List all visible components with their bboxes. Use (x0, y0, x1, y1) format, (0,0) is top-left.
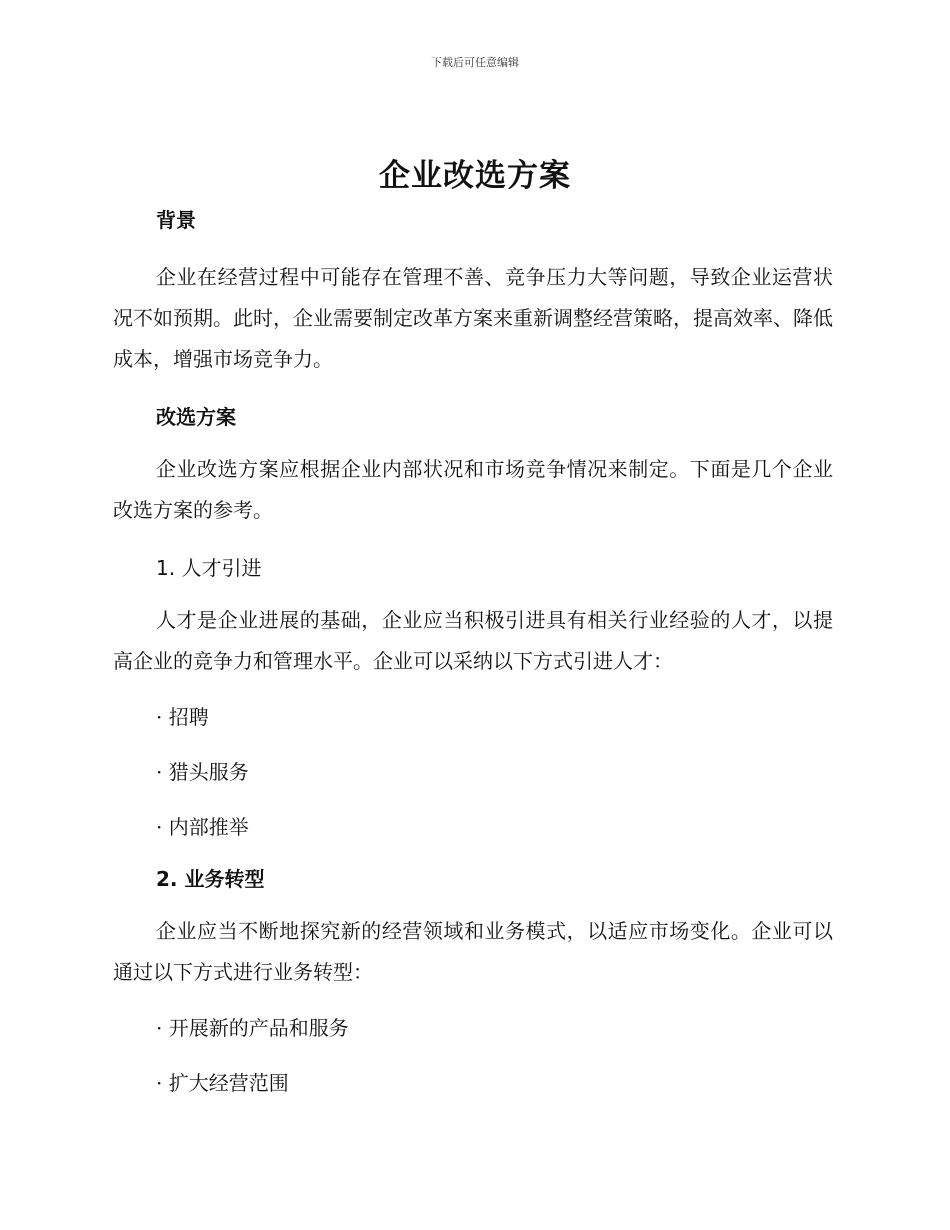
subheading-talent: 1. 人才引进 (156, 556, 262, 580)
plan-paragraph: 企业改选方案应根据企业内部状况和市场竞争情况来制定。下面是几个企业改选方案的参考。 (113, 457, 833, 522)
page-header-note: 下载后可任意编辑 (431, 56, 519, 69)
document-body (113, 196, 833, 1111)
talent-paragraph: 人才是企业进展的基础，企业应当积极引进具有相关行业经验的人才，以提高企业的竞争力和管理水平。企业可以采纳以下方式引进人才： (113, 608, 833, 673)
bullet-item: · 扩大经营范围 (156, 1071, 289, 1095)
bullet-item: · 内部推举 (156, 815, 249, 839)
section-heading-plan: 改选方案 (156, 405, 236, 429)
bullet-item: · 开展新的产品和服务 (156, 1016, 349, 1040)
subheading-transform: 2. 业务转型 (156, 867, 265, 891)
bullet-item: · 招聘 (156, 705, 209, 729)
document-title: 企业改选方案 (379, 158, 571, 194)
background-paragraph: 企业在经营过程中可能存在管理不善、竞争压力大等问题，导致企业运营状况不如预期。此时，企业需要制定改革方案来重新调整经营策略，提高效率、降低成本，增强市场竞争力。 (113, 265, 833, 371)
bullet-item: · 猎头服务 (156, 760, 249, 784)
transform-paragraph: 企业应当不断地探究新的经营领域和业务模式，以适应市场变化。企业可以通过以下方式进行业务转型： (113, 919, 833, 984)
section-heading-background: 背景 (156, 208, 196, 232)
